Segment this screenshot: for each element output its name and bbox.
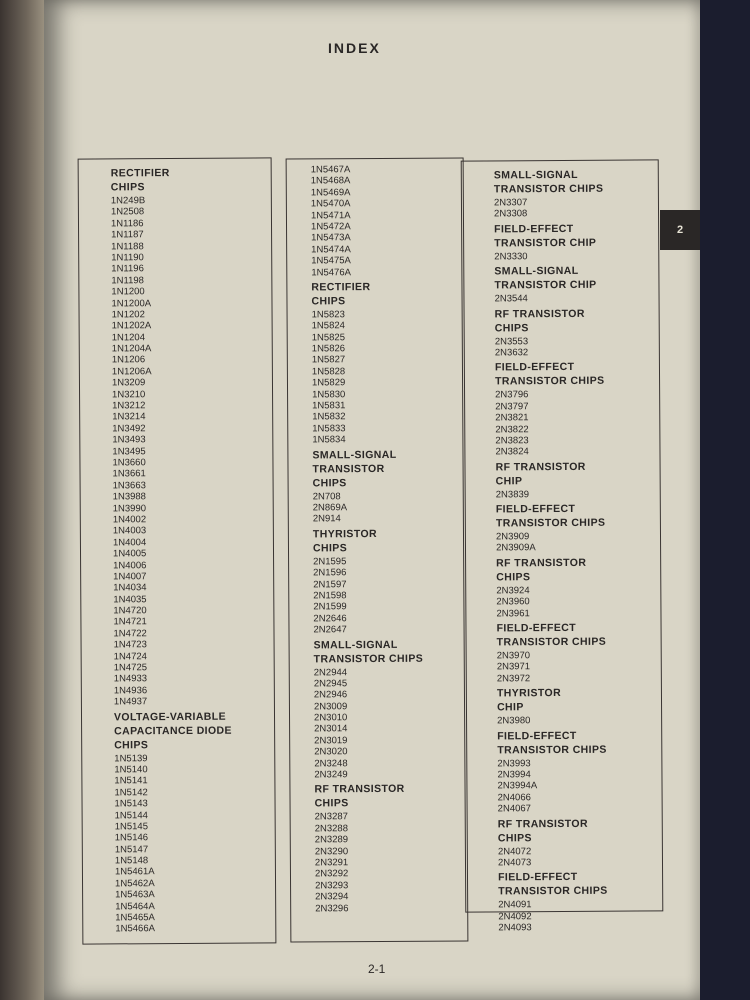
section-heading-line: THYRISTOR: [312, 527, 378, 541]
section-heading: [311, 280, 421, 309]
part-number-entry: 1N1202: [111, 309, 145, 321]
section-heading-line: TRANSISTOR CHIP: [494, 236, 597, 250]
part-number-entry: 1N1198: [111, 274, 144, 287]
part-number-entry: 1N5148: [114, 855, 149, 867]
part-number-entry: 2N2647: [313, 624, 347, 636]
part-number-entry: 2N3009: [313, 700, 348, 713]
part-number-entry: 1N5462A: [114, 878, 155, 890]
part-number-entry: 2N3994: [497, 769, 531, 781]
part-number-entry: 1N5141: [114, 775, 148, 787]
section-heading-line: RECTIFIER: [110, 167, 170, 180]
part-number-entry: 1N5827: [311, 354, 346, 366]
part-number-entry: 1N3493: [112, 434, 146, 446]
part-number-entry: 1N4933: [113, 673, 148, 685]
part-number-entry: 1N1188: [111, 240, 144, 252]
part-number-entry: 2N3909A: [496, 542, 536, 554]
part-number-entry: 1N5461A: [114, 866, 155, 878]
section-heading-line: RF TRANSISTOR: [494, 307, 585, 320]
part-number-entry: 2N3293: [315, 879, 349, 892]
part-number-entry: 1N3661: [112, 468, 146, 480]
part-number-entry: 1N5468A: [310, 175, 351, 187]
part-number-entry: 2N3289: [314, 834, 349, 846]
part-number-entry: 2N3019: [314, 735, 348, 747]
part-number-entry: 1N5831: [312, 400, 346, 412]
part-number-entry: 2N4073: [497, 857, 532, 869]
section-heading-line: FIELD-EFFECT: [494, 361, 575, 374]
section-heading-line: RF TRANSISTOR: [314, 783, 405, 796]
part-number-entry: 2N3961: [496, 607, 530, 620]
part-number-entry: 2N3010: [313, 712, 348, 724]
part-number-entry: 1N3663: [112, 479, 146, 492]
index-column-2: [286, 157, 469, 942]
part-number-entry: 1N1187: [111, 229, 144, 241]
part-number-entry: 2N3294: [315, 891, 349, 903]
part-number-entry: 1N5829: [311, 377, 346, 389]
index-column-3: [461, 159, 664, 934]
section-heading-line: RECTIFIER: [311, 280, 371, 294]
page-number: 2-1: [368, 962, 386, 976]
section-heading: [494, 264, 604, 293]
part-number-entry: 2N3994A: [497, 780, 538, 792]
part-number-entry: 1N5825: [311, 331, 346, 344]
part-number-entry: 1N5143: [114, 798, 148, 810]
part-number-entry: 2N3553: [494, 335, 529, 347]
part-number-entry: 1N1206A: [111, 366, 152, 378]
part-number-entry: 1N3990: [112, 502, 147, 514]
part-number-entry: 1N5469A: [310, 186, 351, 199]
part-number-entry: 2N4072: [497, 845, 532, 857]
part-number-entry: 1N249B: [110, 195, 146, 207]
part-number-entry: 2N3288: [314, 822, 349, 835]
section-heading-line: TRANSISTOR CHIPS: [498, 885, 608, 898]
part-number-entry: 1N4936: [113, 684, 148, 697]
part-number-entry: 2N3307: [493, 197, 528, 209]
section-heading-line: CHIPS: [494, 321, 529, 334]
section-heading: [495, 306, 605, 335]
part-number-entry: 1N3988: [112, 491, 146, 503]
part-number-entry: 1N4723: [113, 639, 147, 651]
part-number-entry: 1N1196: [111, 263, 144, 275]
section-heading-line: SMALL-SIGNAL: [312, 448, 397, 461]
part-number-entry: 2N3330: [494, 250, 528, 263]
section-heading: [498, 816, 608, 845]
section-heading-line: SMALL-SIGNAL: [494, 265, 579, 278]
index-column-content: [311, 164, 425, 915]
section-heading-line: SMALL-SIGNAL: [493, 168, 578, 182]
page-title: INDEX: [328, 40, 381, 56]
section-heading-line: TRANSISTOR CHIPS: [497, 743, 607, 756]
section-heading-line: CHIP: [497, 701, 524, 714]
part-number-entry: 2N3020: [314, 746, 348, 758]
part-number-entry: 2N3544: [494, 293, 528, 305]
section-heading-line: TRANSISTOR CHIPS: [495, 375, 605, 388]
part-number-entry: 1N5823: [311, 309, 345, 321]
part-number-entry: 2N3909: [495, 531, 530, 543]
part-number-entry: 1N1186: [110, 217, 144, 230]
index-page: [44, 0, 700, 1000]
part-number-entry: 1N4006: [113, 559, 147, 571]
section-heading: [111, 166, 229, 195]
part-number-entry: 2N2646: [313, 612, 347, 625]
part-number-entry: 2N3296: [315, 902, 349, 914]
section-heading-line: TRANSISTOR CHIP: [494, 278, 597, 292]
part-number-entry: 1N5146: [114, 832, 149, 844]
section-heading: [497, 728, 607, 757]
part-number-entry: 2N3970: [496, 650, 531, 662]
part-number-entry: 2N4092: [498, 910, 532, 923]
section-heading: [496, 502, 606, 531]
part-number-entry: 2N3993: [497, 757, 531, 769]
part-number-entry: 2N2944: [313, 666, 348, 678]
part-number-entry: 1N5832: [312, 411, 346, 423]
section-heading: [313, 526, 423, 555]
section-heading: [498, 870, 608, 899]
part-number-entry: 2N3290: [314, 845, 349, 857]
part-number-entry: 2N3291: [314, 857, 349, 869]
section-heading-line: FIELD-EFFECT: [494, 222, 574, 236]
part-number-entry: 1N1200: [111, 286, 145, 298]
section-heading-line: CHIPS: [497, 831, 532, 844]
part-number-entry: 1N5140: [114, 764, 148, 776]
part-number-entry: 2N1596: [313, 567, 347, 579]
part-number-entry: 1N3492: [112, 423, 146, 435]
part-number-entry: 2N3797: [495, 400, 529, 413]
part-number-entry: 1N4007: [113, 571, 147, 583]
section-heading-line: RF TRANSISTOR: [495, 460, 586, 474]
section-heading-line: CHIP: [495, 474, 523, 488]
part-number-entry: 2N3823: [495, 435, 529, 447]
part-number-entry: 1N5139: [114, 752, 148, 764]
section-heading: [497, 621, 607, 650]
part-number-entry: 1N5465A: [115, 912, 155, 924]
section-heading-line: VOLTAGE-VARIABLE: [113, 710, 227, 723]
part-number-entry: 2N3796: [495, 389, 529, 401]
facing-page-edge: [0, 0, 48, 1000]
section-heading: [114, 709, 232, 752]
part-number-entry: 1N5475A: [311, 255, 351, 267]
part-number-entry: 2N2945: [313, 678, 348, 690]
part-number-entry: 2N3249: [314, 769, 348, 781]
part-number-entry: 1N1200A: [111, 297, 152, 309]
section-heading-line: CHIPS: [496, 571, 531, 584]
part-number-entry: 1N5471A: [310, 209, 351, 221]
part-number-entry: 1N1190: [111, 252, 144, 264]
section-heading-line: TRANSISTOR: [312, 462, 385, 475]
part-number-entry: 2N3960: [496, 596, 530, 608]
part-number-entry: 1N5470A: [310, 198, 351, 210]
part-number-entry: 1N5463A: [115, 889, 155, 901]
part-number-entry: 1N3214: [112, 411, 146, 423]
part-number-entry: 2N3248: [314, 757, 348, 770]
part-number-entry: 1N4725: [113, 662, 148, 674]
part-number-entry: 1N3209: [111, 377, 146, 389]
part-number-entry: 2N3308: [494, 208, 528, 220]
part-number-entry: 1N1204A: [111, 343, 152, 355]
section-heading: [496, 459, 606, 488]
part-number-entry: 1N5466A: [115, 923, 155, 935]
section-heading-line: CHIPS: [110, 181, 145, 194]
part-number-entry: 1N4937: [113, 696, 148, 708]
part-number-entry: 1N1202A: [111, 320, 152, 332]
index-column-content: [494, 166, 608, 934]
part-number-entry: 1N5828: [311, 366, 346, 378]
part-number-entry: 2N3292: [314, 868, 349, 880]
part-number-entry: 1N4002: [112, 514, 147, 526]
part-number-entry: 1N3660: [112, 457, 146, 469]
section-heading-line: RF TRANSISTOR: [496, 556, 587, 570]
section-heading-line: TRANSISTOR CHIPS: [493, 182, 604, 196]
section-heading-line: THYRISTOR: [496, 687, 562, 700]
section-heading-line: FIELD-EFFECT: [495, 502, 576, 516]
section-heading-line: CAPACITANCE DIODE: [114, 724, 232, 737]
section-heading: [312, 447, 422, 490]
part-number-entry: 1N2508: [110, 206, 145, 218]
part-number-entry: 2N914: [312, 513, 341, 525]
part-number-entry: 1N5474A: [311, 243, 351, 256]
part-number-entry: 2N3821: [495, 412, 529, 424]
part-number-entry: 1N5467A: [310, 164, 351, 176]
section-heading: [494, 168, 604, 197]
part-number-entry: 1N3212: [112, 400, 146, 412]
part-number-entry: 1N4034: [113, 582, 147, 594]
section-heading-line: TRANSISTOR CHIPS: [496, 635, 607, 649]
part-number-entry: 1N5472A: [310, 221, 351, 233]
part-number-entry: 2N3980: [497, 715, 531, 727]
section-heading-line: CHIPS: [312, 476, 347, 489]
part-number-entry: 2N3822: [495, 423, 529, 435]
part-number-entry: 1N5833: [312, 423, 346, 435]
section-heading-line: SMALL-SIGNAL: [313, 638, 398, 651]
section-heading-line: FIELD-EFFECT: [498, 871, 578, 884]
part-number-entry: 1N4722: [113, 628, 147, 640]
part-number-entry: 2N708: [312, 490, 341, 502]
part-number-entry: 1N5476A: [311, 266, 351, 278]
section-heading-line: CHIPS: [114, 738, 149, 751]
part-number-entry: 1N5464A: [115, 900, 155, 913]
part-number-entry: 1N4035: [113, 593, 147, 606]
part-number-entry: 1N4003: [112, 525, 147, 537]
part-number-entry: 1N4724: [113, 650, 147, 663]
part-number-entry: 1N4720: [113, 605, 147, 617]
part-number-entry: 2N4093: [498, 922, 532, 934]
part-number-entry: 2N4067: [497, 803, 531, 815]
part-number-entry: 1N1206: [111, 354, 146, 366]
part-number-entry: 2N1599: [313, 601, 347, 613]
part-number-entry: 1N4004: [112, 536, 147, 549]
section-heading-line: TRANSISTOR CHIPS: [495, 516, 606, 530]
part-number-entry: 2N4066: [497, 791, 531, 804]
section-heading-line: FIELD-EFFECT: [496, 621, 577, 635]
part-number-entry: 2N1597: [313, 578, 347, 590]
part-number-entry: 1N5473A: [311, 232, 351, 244]
part-number-entry: 1N5834: [312, 434, 346, 446]
part-number-entry: 2N4091: [498, 899, 532, 911]
part-number-entry: 2N3839: [495, 488, 530, 501]
part-number-entry: 2N3971: [496, 661, 531, 673]
part-number-entry: 1N5144: [114, 809, 148, 821]
section-heading: [314, 637, 424, 666]
part-number-entry: 1N5830: [312, 388, 346, 401]
part-number-entry: 1N5824: [311, 320, 345, 332]
part-number-entry: 1N1204: [111, 331, 146, 344]
part-number-entry: 1N5826: [311, 343, 346, 355]
section-heading: [497, 686, 607, 715]
section-heading-line: FIELD-EFFECT: [497, 729, 577, 742]
part-number-entry: 2N3287: [314, 811, 348, 823]
section-heading: [495, 360, 605, 389]
part-number-entry: 1N4721: [113, 616, 147, 628]
part-number-entry: 1N5142: [114, 786, 148, 799]
section-heading-line: TRANSISTOR CHIPS: [313, 652, 424, 665]
part-number-entry: 2N3014: [314, 723, 348, 735]
part-number-entry: 2N869A: [312, 502, 348, 514]
part-number-entry: 1N3210: [112, 388, 146, 401]
part-number-entry: 2N1595: [313, 555, 347, 568]
section-heading-line: CHIPS: [314, 797, 349, 810]
index-column-1: [78, 157, 277, 944]
section-heading-line: RF TRANSISTOR: [497, 817, 588, 830]
part-number-entry: 2N1598: [313, 590, 347, 602]
section-heading: [314, 782, 424, 811]
part-number-entry: 1N5147: [114, 843, 149, 856]
index-column-content: [111, 164, 234, 936]
section-heading: [496, 556, 606, 585]
part-number-entry: 1N3495: [112, 445, 146, 457]
section-heading: [494, 222, 604, 251]
part-number-entry: 2N2946: [313, 689, 348, 701]
section-tab: 2: [660, 210, 700, 250]
part-number-entry: 1N5145: [114, 821, 148, 833]
part-number-entry: 2N3972: [496, 673, 531, 685]
part-number-entry: 2N3924: [496, 585, 530, 597]
section-heading-line: CHIPS: [312, 541, 348, 555]
section-heading-line: CHIPS: [311, 295, 346, 308]
part-number-entry: 1N4005: [112, 548, 147, 560]
part-number-entry: 2N3824: [495, 446, 529, 458]
part-number-entry: 2N3632: [494, 347, 529, 359]
